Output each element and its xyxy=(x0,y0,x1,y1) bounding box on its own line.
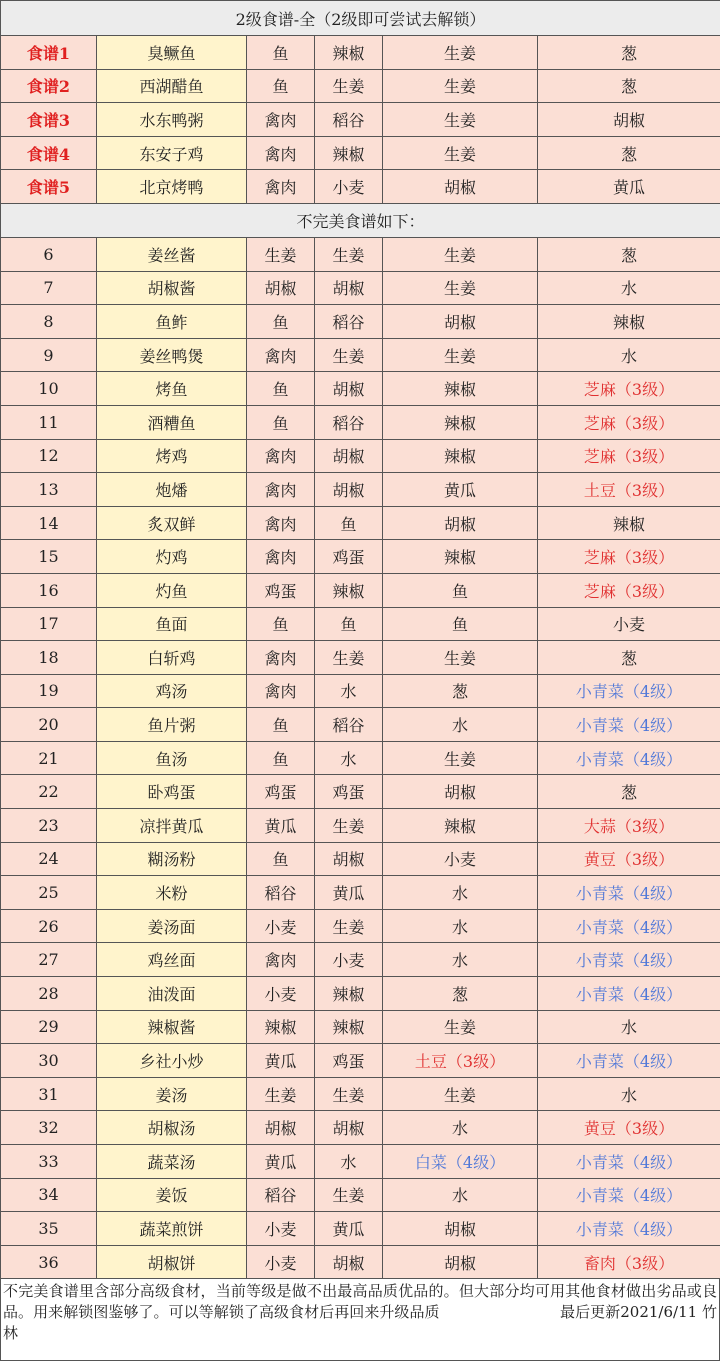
ingredient-1-cell: 禽肉 xyxy=(247,506,315,540)
ingredient-2-cell: 鸡蛋 xyxy=(315,540,383,574)
ingredient-3-cell: 鱼 xyxy=(383,573,538,607)
recipe-id-cell: 6 xyxy=(1,237,97,271)
recipe-name-cell: 鸡丝面 xyxy=(97,943,247,977)
table-row xyxy=(1,473,720,507)
ingredient-2-cell: 胡椒 xyxy=(315,1111,383,1145)
recipe-name-cell: 蔬菜煎饼 xyxy=(97,1212,247,1246)
ingredient-4-cell: 水 xyxy=(538,1077,720,1111)
recipe-id-cell: 29 xyxy=(1,1010,97,1044)
recipe-id-cell: 24 xyxy=(1,842,97,876)
recipe-id-cell: 17 xyxy=(1,607,97,641)
ingredient-2-cell: 生姜 xyxy=(315,641,383,675)
ingredient-3-cell: 水 xyxy=(383,1111,538,1145)
ingredient-3-cell: 生姜 xyxy=(383,136,538,170)
ingredient-3-cell: 土豆（3级） xyxy=(383,1044,538,1078)
recipe-id-cell: 27 xyxy=(1,943,97,977)
recipe-name-cell: 烤鸡 xyxy=(97,439,247,473)
ingredient-4-cell: 小青菜（4级） xyxy=(538,977,720,1011)
ingredient-2-cell: 胡椒 xyxy=(315,271,383,305)
table-row xyxy=(1,708,720,742)
ingredient-3-cell: 生姜 xyxy=(383,237,538,271)
recipe-id-cell: 26 xyxy=(1,909,97,943)
ingredient-4-cell: 辣椒 xyxy=(538,506,720,540)
ingredient-4-cell: 水 xyxy=(538,271,720,305)
recipe-name-cell: 烤鱼 xyxy=(97,372,247,406)
ingredient-2-cell: 稻谷 xyxy=(315,708,383,742)
recipe-name-cell: 凉拌黄瓜 xyxy=(97,809,247,843)
ingredient-2-cell: 鱼 xyxy=(315,607,383,641)
ingredient-2-cell: 水 xyxy=(315,741,383,775)
ingredient-1-cell: 生姜 xyxy=(247,237,315,271)
recipe-name-cell: 酒糟鱼 xyxy=(97,405,247,439)
recipe-id-cell: 15 xyxy=(1,540,97,574)
ingredient-3-cell: 葱 xyxy=(383,977,538,1011)
ingredient-3-cell: 生姜 xyxy=(383,103,538,137)
ingredient-4-cell: 芝麻（3级） xyxy=(538,372,720,406)
ingredient-4-cell: 葱 xyxy=(538,237,720,271)
ingredient-4-cell: 小青菜（4级） xyxy=(538,876,720,910)
ingredient-1-cell: 稻谷 xyxy=(247,876,315,910)
ingredient-3-cell: 生姜 xyxy=(383,641,538,675)
table-row xyxy=(1,103,720,137)
ingredient-1-cell: 辣椒 xyxy=(247,1010,315,1044)
ingredient-1-cell: 禽肉 xyxy=(247,674,315,708)
recipe-id-cell: 12 xyxy=(1,439,97,473)
recipe-name-cell: 油泼面 xyxy=(97,977,247,1011)
ingredient-3-cell: 水 xyxy=(383,708,538,742)
table-row xyxy=(1,1212,720,1246)
ingredient-3-cell: 生姜 xyxy=(383,69,538,103)
recipe-name-cell: 米粉 xyxy=(97,876,247,910)
recipe-id-cell: 食谱5 xyxy=(1,170,97,204)
ingredient-1-cell: 禽肉 xyxy=(247,170,315,204)
ingredient-1-cell: 稻谷 xyxy=(247,1178,315,1212)
recipe-id-cell: 21 xyxy=(1,741,97,775)
table-row xyxy=(1,36,720,70)
recipe-id-cell: 13 xyxy=(1,473,97,507)
ingredient-3-cell: 辣椒 xyxy=(383,809,538,843)
ingredient-1-cell: 小麦 xyxy=(247,909,315,943)
imperfect-divider-label: 不完美食谱如下： xyxy=(1,203,720,237)
table-row xyxy=(1,1111,720,1145)
ingredient-4-cell: 小青菜（4级） xyxy=(538,1212,720,1246)
table-row xyxy=(1,1245,720,1279)
ingredient-1-cell: 禽肉 xyxy=(247,641,315,675)
ingredient-2-cell: 生姜 xyxy=(315,1178,383,1212)
table-row xyxy=(1,809,720,843)
recipe-id-cell: 31 xyxy=(1,1077,97,1111)
recipe-name-cell: 鱼面 xyxy=(97,607,247,641)
recipe-id-cell: 16 xyxy=(1,573,97,607)
ingredient-1-cell: 鱼 xyxy=(247,708,315,742)
ingredient-3-cell: 胡椒 xyxy=(383,775,538,809)
recipe-name-cell: 糊汤粉 xyxy=(97,842,247,876)
ingredient-1-cell: 鱼 xyxy=(247,405,315,439)
table-row xyxy=(1,1010,720,1044)
ingredient-2-cell: 生姜 xyxy=(315,69,383,103)
recipe-name-cell: 白斩鸡 xyxy=(97,641,247,675)
table-title-row xyxy=(1,1,720,36)
ingredient-4-cell: 葱 xyxy=(538,136,720,170)
table-row xyxy=(1,1145,720,1179)
recipe-name-cell: 姜汤 xyxy=(97,1077,247,1111)
ingredient-2-cell: 辣椒 xyxy=(315,573,383,607)
table-row xyxy=(1,1077,720,1111)
ingredient-3-cell: 生姜 xyxy=(383,1077,538,1111)
ingredient-1-cell: 黄瓜 xyxy=(247,1145,315,1179)
recipe-id-cell: 18 xyxy=(1,641,97,675)
ingredient-3-cell: 辣椒 xyxy=(383,439,538,473)
recipe-id-cell: 34 xyxy=(1,1178,97,1212)
ingredient-4-cell: 葱 xyxy=(538,69,720,103)
table-row xyxy=(1,909,720,943)
ingredient-3-cell: 生姜 xyxy=(383,1010,538,1044)
ingredient-3-cell: 胡椒 xyxy=(383,506,538,540)
ingredient-1-cell: 小麦 xyxy=(247,1212,315,1246)
recipe-id-cell: 14 xyxy=(1,506,97,540)
ingredient-2-cell: 胡椒 xyxy=(315,842,383,876)
ingredient-1-cell: 鸡蛋 xyxy=(247,775,315,809)
ingredient-1-cell: 生姜 xyxy=(247,1077,315,1111)
ingredient-4-cell: 小青菜（4级） xyxy=(538,909,720,943)
table-row xyxy=(1,305,720,339)
recipe-name-cell: 炙双鲜 xyxy=(97,506,247,540)
ingredient-3-cell: 辣椒 xyxy=(383,372,538,406)
ingredient-1-cell: 禽肉 xyxy=(247,103,315,137)
ingredient-2-cell: 鸡蛋 xyxy=(315,775,383,809)
ingredient-4-cell: 小青菜（4级） xyxy=(538,741,720,775)
recipe-name-cell: 东安子鸡 xyxy=(97,136,247,170)
ingredient-1-cell: 鱼 xyxy=(247,36,315,70)
recipe-id-cell: 33 xyxy=(1,1145,97,1179)
ingredient-4-cell: 小青菜（4级） xyxy=(538,1145,720,1179)
ingredient-4-cell: 大蒜（3级） xyxy=(538,809,720,843)
recipe-id-cell: 食谱4 xyxy=(1,136,97,170)
ingredient-3-cell: 葱 xyxy=(383,674,538,708)
ingredient-2-cell: 胡椒 xyxy=(315,372,383,406)
recipe-name-cell: 辣椒酱 xyxy=(97,1010,247,1044)
table-row xyxy=(1,506,720,540)
ingredient-3-cell: 辣椒 xyxy=(383,540,538,574)
ingredient-2-cell: 生姜 xyxy=(315,909,383,943)
table-row xyxy=(1,405,720,439)
ingredient-1-cell: 鱼 xyxy=(247,372,315,406)
recipe-name-cell: 胡椒汤 xyxy=(97,1111,247,1145)
ingredient-2-cell: 辣椒 xyxy=(315,36,383,70)
table-row xyxy=(1,775,720,809)
recipe-name-cell: 灼鱼 xyxy=(97,573,247,607)
table-row xyxy=(1,170,720,204)
ingredient-2-cell: 辣椒 xyxy=(315,136,383,170)
ingredient-3-cell: 白菜（4级） xyxy=(383,1145,538,1179)
ingredient-2-cell: 稻谷 xyxy=(315,103,383,137)
ingredient-1-cell: 禽肉 xyxy=(247,136,315,170)
ingredient-3-cell: 辣椒 xyxy=(383,405,538,439)
table-row xyxy=(1,69,720,103)
recipe-id-cell: 8 xyxy=(1,305,97,339)
ingredient-4-cell: 葱 xyxy=(538,775,720,809)
ingredient-1-cell: 禽肉 xyxy=(247,473,315,507)
recipe-name-cell: 胡椒酱 xyxy=(97,271,247,305)
ingredient-3-cell: 水 xyxy=(383,876,538,910)
recipe-id-cell: 20 xyxy=(1,708,97,742)
ingredient-3-cell: 生姜 xyxy=(383,338,538,372)
recipe-id-cell: 23 xyxy=(1,809,97,843)
recipe-name-cell: 臭鳜鱼 xyxy=(97,36,247,70)
recipe-id-cell: 36 xyxy=(1,1245,97,1279)
ingredient-3-cell: 水 xyxy=(383,1178,538,1212)
ingredient-1-cell: 鱼 xyxy=(247,741,315,775)
recipe-id-cell: 19 xyxy=(1,674,97,708)
recipe-name-cell: 乡社小炒 xyxy=(97,1044,247,1078)
recipe-name-cell: 鱼鲊 xyxy=(97,305,247,339)
ingredient-2-cell: 稻谷 xyxy=(315,405,383,439)
table-row xyxy=(1,338,720,372)
ingredient-4-cell: 葱 xyxy=(538,641,720,675)
ingredient-4-cell: 水 xyxy=(538,1010,720,1044)
ingredient-2-cell: 水 xyxy=(315,674,383,708)
ingredient-2-cell: 鱼 xyxy=(315,506,383,540)
footer-note: 不完美食谱里含部分高级食材，当前等级是做不出最高品质优品的。但大部分均可用其他食材做出劣品或良品。用来解锁图鉴够了。可以等解锁了高级食材后再回来升级品质 最后更新2021/6/11 竹林 xyxy=(0,1279,720,1361)
ingredient-2-cell: 生姜 xyxy=(315,237,383,271)
ingredient-4-cell: 黄豆（3级） xyxy=(538,1111,720,1145)
ingredient-1-cell: 禽肉 xyxy=(247,338,315,372)
ingredient-1-cell: 鱼 xyxy=(247,842,315,876)
ingredient-1-cell: 禽肉 xyxy=(247,439,315,473)
recipe-table-body xyxy=(1,1,720,1279)
ingredient-2-cell: 小麦 xyxy=(315,170,383,204)
table-row xyxy=(1,842,720,876)
ingredient-2-cell: 小麦 xyxy=(315,943,383,977)
table-row xyxy=(1,439,720,473)
table-row xyxy=(1,1178,720,1212)
ingredient-1-cell: 鱼 xyxy=(247,607,315,641)
ingredient-1-cell: 小麦 xyxy=(247,977,315,1011)
ingredient-2-cell: 稻谷 xyxy=(315,305,383,339)
table-row xyxy=(1,237,720,271)
ingredient-4-cell: 小青菜（4级） xyxy=(538,943,720,977)
ingredient-3-cell: 小麦 xyxy=(383,842,538,876)
ingredient-1-cell: 鱼 xyxy=(247,305,315,339)
ingredient-3-cell: 黄瓜 xyxy=(383,473,538,507)
ingredient-3-cell: 水 xyxy=(383,943,538,977)
ingredient-2-cell: 辣椒 xyxy=(315,1010,383,1044)
table-row xyxy=(1,540,720,574)
ingredient-4-cell: 葱 xyxy=(538,36,720,70)
recipe-id-cell: 25 xyxy=(1,876,97,910)
ingredient-3-cell: 胡椒 xyxy=(383,1245,538,1279)
recipe-name-cell: 姜汤面 xyxy=(97,909,247,943)
ingredient-4-cell: 小麦 xyxy=(538,607,720,641)
recipe-id-cell: 11 xyxy=(1,405,97,439)
ingredient-4-cell: 小青菜（4级） xyxy=(538,708,720,742)
recipe-name-cell: 水东鸭粥 xyxy=(97,103,247,137)
ingredient-2-cell: 辣椒 xyxy=(315,977,383,1011)
ingredient-2-cell: 生姜 xyxy=(315,809,383,843)
table-row xyxy=(1,372,720,406)
ingredient-4-cell: 小青菜（4级） xyxy=(538,674,720,708)
ingredient-1-cell: 黄瓜 xyxy=(247,1044,315,1078)
recipe-name-cell: 炮燔 xyxy=(97,473,247,507)
ingredient-1-cell: 胡椒 xyxy=(247,1111,315,1145)
table-row xyxy=(1,674,720,708)
ingredient-1-cell: 禽肉 xyxy=(247,540,315,574)
recipe-name-cell: 灼鸡 xyxy=(97,540,247,574)
recipe-id-cell: 10 xyxy=(1,372,97,406)
ingredient-4-cell: 水 xyxy=(538,338,720,372)
ingredient-1-cell: 鸡蛋 xyxy=(247,573,315,607)
ingredient-2-cell: 生姜 xyxy=(315,1077,383,1111)
table-row xyxy=(1,136,720,170)
table-row xyxy=(1,1044,720,1078)
ingredient-3-cell: 胡椒 xyxy=(383,1212,538,1246)
recipe-name-cell: 鸡汤 xyxy=(97,674,247,708)
ingredient-1-cell: 禽肉 xyxy=(247,943,315,977)
recipe-name-cell: 姜饭 xyxy=(97,1178,247,1212)
table-row xyxy=(1,607,720,641)
ingredient-3-cell: 生姜 xyxy=(383,741,538,775)
ingredient-4-cell: 小青菜（4级） xyxy=(538,1178,720,1212)
table-title: 2级食谱-全（2级即可尝试去解锁） xyxy=(1,1,720,36)
ingredient-2-cell: 水 xyxy=(315,1145,383,1179)
ingredient-3-cell: 胡椒 xyxy=(383,305,538,339)
ingredient-4-cell: 土豆（3级） xyxy=(538,473,720,507)
ingredient-3-cell: 生姜 xyxy=(383,36,538,70)
recipe-id-cell: 9 xyxy=(1,338,97,372)
ingredient-1-cell: 鱼 xyxy=(247,69,315,103)
ingredient-2-cell: 胡椒 xyxy=(315,1245,383,1279)
ingredient-3-cell: 水 xyxy=(383,909,538,943)
table-row xyxy=(1,573,720,607)
ingredient-3-cell: 生姜 xyxy=(383,271,538,305)
table-row xyxy=(1,977,720,1011)
recipe-name-cell: 姜丝酱 xyxy=(97,237,247,271)
table-row xyxy=(1,641,720,675)
recipe-id-cell: 食谱2 xyxy=(1,69,97,103)
recipe-id-cell: 22 xyxy=(1,775,97,809)
divider-row xyxy=(1,203,720,237)
recipe-id-cell: 28 xyxy=(1,977,97,1011)
ingredient-2-cell: 黄瓜 xyxy=(315,1212,383,1246)
ingredient-2-cell: 黄瓜 xyxy=(315,876,383,910)
ingredient-4-cell: 畜肉（3级） xyxy=(538,1245,720,1279)
recipe-name-cell: 姜丝鸭煲 xyxy=(97,338,247,372)
recipe-id-cell: 35 xyxy=(1,1212,97,1246)
ingredient-1-cell: 黄瓜 xyxy=(247,809,315,843)
recipe-name-cell: 胡椒饼 xyxy=(97,1245,247,1279)
ingredient-4-cell: 芝麻（3级） xyxy=(538,540,720,574)
ingredient-1-cell: 小麦 xyxy=(247,1245,315,1279)
ingredient-2-cell: 胡椒 xyxy=(315,439,383,473)
recipe-id-cell: 7 xyxy=(1,271,97,305)
recipe-name-cell: 北京烤鸭 xyxy=(97,170,247,204)
recipe-name-cell: 卧鸡蛋 xyxy=(97,775,247,809)
ingredient-2-cell: 生姜 xyxy=(315,338,383,372)
table-row xyxy=(1,271,720,305)
table-row xyxy=(1,741,720,775)
recipe-name-cell: 西湖醋鱼 xyxy=(97,69,247,103)
recipe-name-cell: 鱼汤 xyxy=(97,741,247,775)
recipe-name-cell: 鱼片粥 xyxy=(97,708,247,742)
table-row xyxy=(1,876,720,910)
ingredient-3-cell: 胡椒 xyxy=(383,170,538,204)
recipe-id-cell: 食谱3 xyxy=(1,103,97,137)
ingredient-4-cell: 芝麻（3级） xyxy=(538,573,720,607)
ingredient-4-cell: 辣椒 xyxy=(538,305,720,339)
ingredient-4-cell: 胡椒 xyxy=(538,103,720,137)
ingredient-4-cell: 芝麻（3级） xyxy=(538,405,720,439)
ingredient-4-cell: 黄豆（3级） xyxy=(538,842,720,876)
recipe-id-cell: 30 xyxy=(1,1044,97,1078)
ingredient-1-cell: 胡椒 xyxy=(247,271,315,305)
recipe-id-cell: 32 xyxy=(1,1111,97,1145)
ingredient-2-cell: 鸡蛋 xyxy=(315,1044,383,1078)
ingredient-4-cell: 芝麻（3级） xyxy=(538,439,720,473)
recipe-name-cell: 蔬菜汤 xyxy=(97,1145,247,1179)
table-row xyxy=(1,943,720,977)
ingredient-4-cell: 小青菜（4级） xyxy=(538,1044,720,1078)
recipe-id-cell: 食谱1 xyxy=(1,36,97,70)
ingredient-3-cell: 鱼 xyxy=(383,607,538,641)
ingredient-4-cell: 黄瓜 xyxy=(538,170,720,204)
ingredient-2-cell: 胡椒 xyxy=(315,473,383,507)
